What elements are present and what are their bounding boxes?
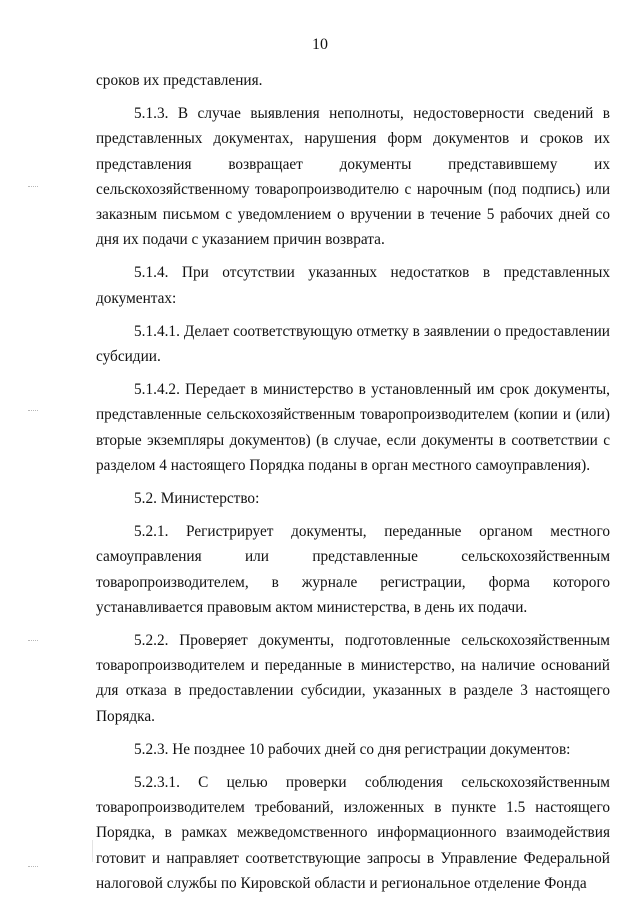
paragraph-5-1-4: 5.1.4. При отсутствии указанных недостатков в представленных документах: — [96, 264, 610, 307]
document-body — [96, 68, 610, 896]
scan-artifact — [92, 840, 93, 862]
scan-artifact — [28, 410, 38, 412]
paragraph-5-1-4-1: 5.1.4.1. Делает соответствующую отметку в заявлении о предоставлении субсидии. — [96, 322, 610, 366]
paragraph-5-1-4-2: 5.1.4.2. Передает в министерство в установленный им срок документы, представленные сельскохозяйственным товаропроизводителем (копии и (или) вторые экземпляры документов) (в случае, если документы в соответствии с разделом 4 настоящего Порядка поданы в орган местного самоуправления). — [96, 381, 610, 474]
paragraph-5-1-3: 5.1.3. В случае выявления неполноты, недостоверности сведений в представленных документах, нарушения форм документов и сроков их представления возвращает документы представившему их сельскохозяйственному товаропроизводителю с нарочным (под подпись) или заказным письмом с уведомлением о вручении в течение 5 рабочих дней со дня их подачи с указанием причин возврата. — [96, 105, 610, 249]
scan-artifact — [28, 186, 38, 188]
paragraph-5-2-1: 5.2.1. Регистрирует документы, переданные органом местного самоуправления или представленные сельскохозяйственным товаропроизводителем, в журнале регистрации, форма которого устанавливается правовым актом министерства, в день их подачи. — [96, 523, 610, 616]
scan-artifact — [28, 866, 38, 868]
paragraph-continuation: сроков их представления. — [96, 72, 263, 89]
paragraph-5-2-2: 5.2.2. Проверяет документы, подготовленные сельскохозяйственным товаропроизводителем и переданные в министерство, на наличие оснований для отказа в предоставлении субсидии, указанных в разделе 3 настоящего Порядка. — [96, 632, 610, 725]
scan-artifact — [28, 640, 38, 642]
paragraph-5-2-3: 5.2.3. Не позднее 10 рабочих дней со дня регистрации документов: — [134, 740, 571, 758]
paragraph-5-2: 5.2. Министерство: — [134, 490, 260, 508]
paragraph-5-2-3-1: 5.2.3.1. С целью проверки соблюдения сельскохозяйственным товаропроизводителем требований, изложенных в пункте 1.5 настоящего Порядка, в рамках межведомственного информационного взаимодействия готовит и направляет соответствующие запросы в Управление Федеральной налоговой службы по Кировской области и региональное отделение Фонда — [96, 774, 610, 892]
page-number: 10 — [312, 36, 328, 53]
